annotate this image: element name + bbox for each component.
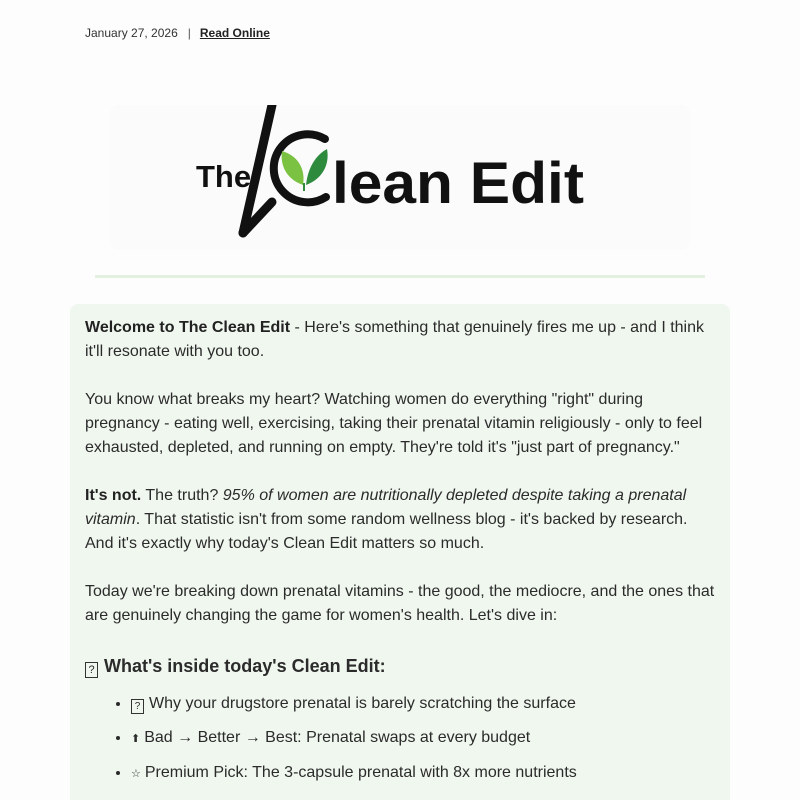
inside-heading	[85, 654, 715, 678]
intro-paragraph	[85, 316, 715, 364]
newsletter-logo	[110, 105, 690, 250]
welcome-bold: Welcome to The Clean Edit	[85, 319, 291, 336]
read-online-link[interactable]: Read Online	[199, 26, 270, 40]
issue-date: January 27, 2026	[85, 26, 178, 40]
truth-lead: The truth?	[141, 487, 223, 504]
list-item	[131, 761, 715, 786]
missing-glyph-icon: ?	[85, 662, 98, 678]
up-arrow-icon: ⬆	[131, 733, 141, 745]
logo-text-the: The	[196, 159, 252, 194]
list-item-text: Why your drugstore prenatal is barely scratching the surface	[149, 695, 576, 712]
today-paragraph: Today we're breaking down prenatal vitamins - the good, the mediocre, and the ones that are genuinely changing the game for women's health. Let's dive in:	[85, 583, 715, 624]
logo-graphic	[110, 105, 690, 250]
inside-heading-text: What's inside today's Clean Edit:	[104, 656, 386, 676]
meta-separator: |	[187, 26, 191, 40]
statistic-italic: 95% of women are nutritionally depleted despite taking a prenatal vitamin	[85, 487, 687, 528]
logo-text-main: lean Edit	[332, 151, 584, 216]
intro-content-box	[70, 304, 730, 800]
email-meta-bar	[85, 25, 270, 41]
welcome-text: - Here's something that genuinely fires me up - and I think it'll resonate with you too.	[85, 319, 705, 360]
truth-paragraph	[85, 484, 715, 556]
header-divider	[95, 275, 705, 278]
its-not-bold: It's not.	[85, 487, 142, 504]
list-item	[131, 692, 715, 716]
list-item-text: Bad → Better → Best: Prenatal swaps at every budget	[144, 729, 531, 746]
truth-rest: . That statistic isn't from some random wellness blog - it's backed by research. And it's exactly why today's Clean Edit matters so much.	[85, 511, 688, 552]
leaf-light-icon	[282, 151, 304, 185]
missing-glyph-icon: ?	[131, 699, 144, 714]
inside-list	[85, 692, 715, 786]
list-item	[131, 726, 715, 751]
list-item-text: Premium Pick: The 3-capsule prenatal with 8x more nutrients	[144, 764, 577, 781]
star-icon: ☆	[131, 768, 141, 780]
heartbreak-paragraph: You know what breaks my heart? Watching women do everything "right" during pregnancy - eating well, exercising, taking their prenatal vitamin religiously - only to feel exhausted, depleted, and running on empty. They're told it's "just part of pregnancy."	[85, 391, 703, 456]
leaf-dark-icon	[306, 149, 328, 185]
